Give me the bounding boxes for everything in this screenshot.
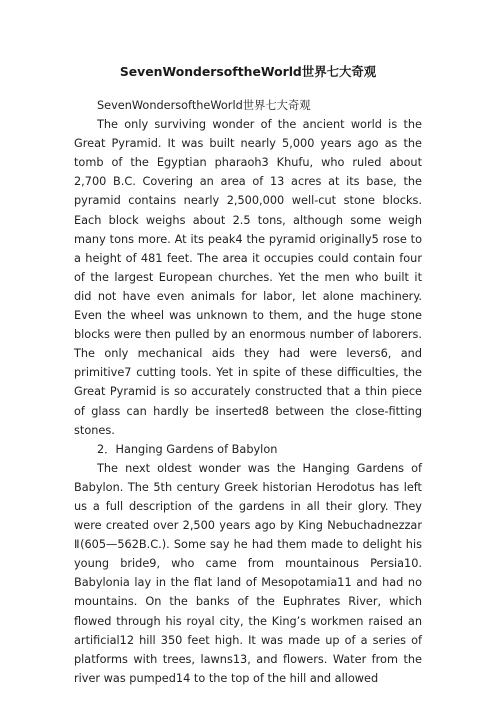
paragraph-great-pyramid: The only surviving wonder of the ancient world is the Great Pyramid. It was built nearly 5,000 years ago as the tomb of the Egyptian pharaoh3 Khufu, who ruled about 2,700 B.C. Covering an area of 13 acres at its base, the pyramid contains nearly 2,500,000 well-cut stone blocks. Each block weighs about 2.5 tons, although some weigh many tons more. At its peak4 the pyramid originally5 rose to a height of 481 feet. The area it occupies could contain four of the largest European churches. Yet the men who built it did not have even animals for labor, let alone machinery. Even the wheel was unknown to them, and the huge stone blocks were then pulled by an enormous number of laborers. The only mechanical aids they had were levers6, and primitive7 cutting tools. Yet in spite of these difficulties, the Great Pyramid is so accurately constructed that a thin piece of glass can hardly be inserted8 between the close-fitting stones. (74, 118, 422, 437)
document-title: SevenWondersoftheWorld世界七大奇观 (119, 64, 377, 79)
paragraph-hanging-gardens: The next oldest wonder was the Hanging Gardens of Babylon. The 5th century Greek historian Herodotus has left us a full description of the gardens in all their glory. They were created over 2,500 years ago by King Nebuchadnezzar Ⅱ(605—562B.C.). Some say he had them made to delight his young bride9, who came from mountainous Persia10. Babylonia lay in the flat land of Mesopotamia11 and had no mountains. On the banks of the Euphrates River, which flowed through his royal city, the King’s workmen raised an artificial12 hill 350 feet high. It was made up of a series of platforms with trees, lawns13, and flowers. Water from the river was pumped14 to the top of the hill and allowed (74, 461, 422, 685)
document-body (74, 96, 422, 688)
document-subtitle: SevenWondersoftheWorld世界七大奇观 (97, 99, 311, 112)
section-heading-hanging-gardens: 2．Hanging Gardens of Babylon (97, 442, 278, 456)
